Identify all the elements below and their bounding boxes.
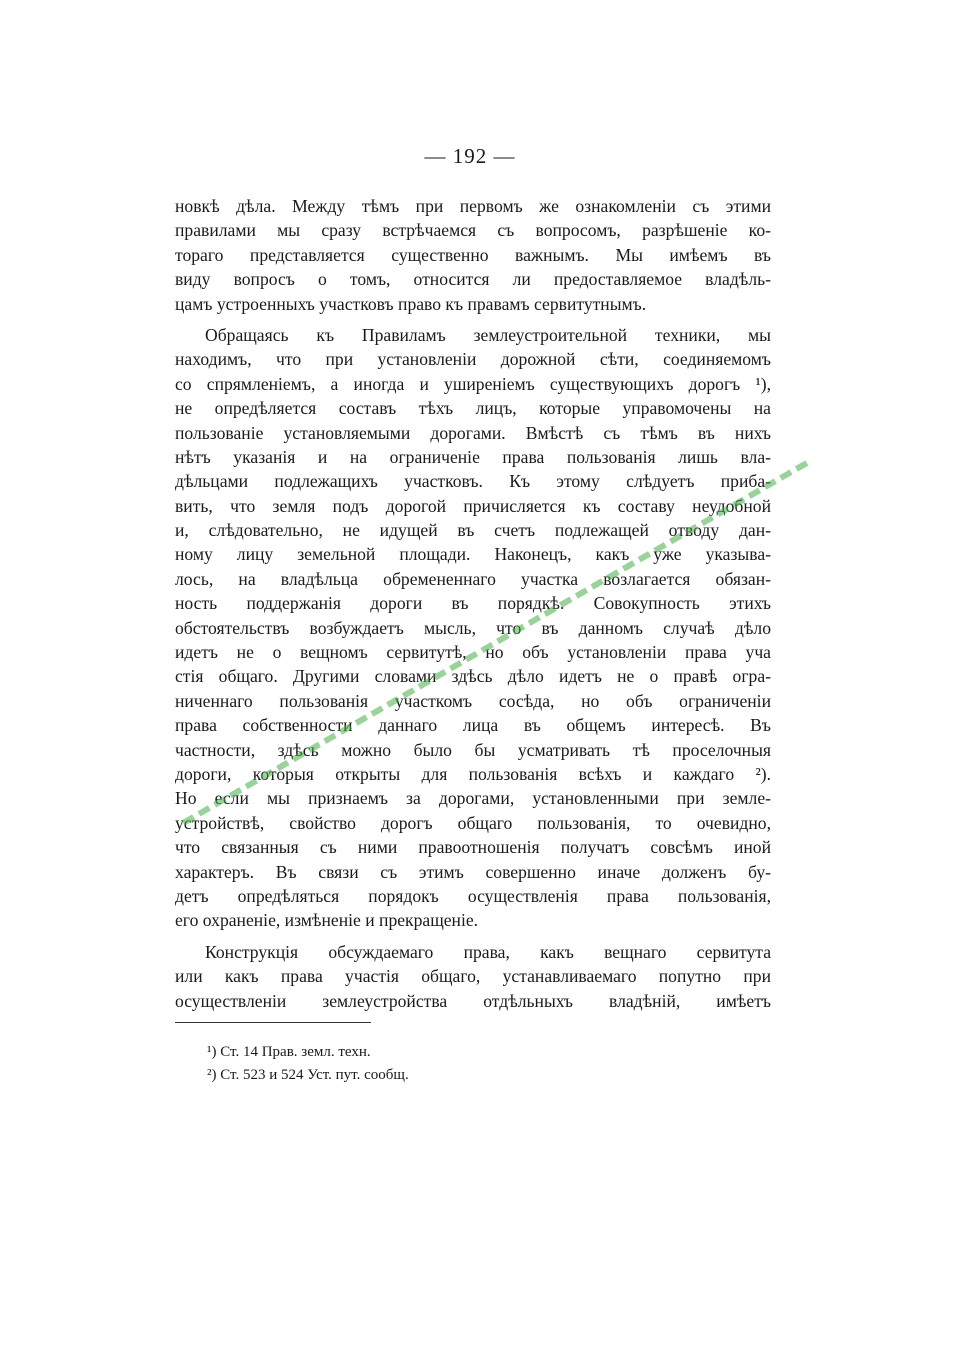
text-line: тораго представляется существенно важнымъ. Мы имѣемъ въ [175,244,771,265]
text-line: что связанныя съ ними правоотношенія получатъ совсѣмъ иной [175,837,771,858]
text-line: ному лицу земельной площади. Наконецъ, какъ уже указыва- [175,544,771,565]
text-line: виду вопросъ о томъ, относится ли предоставляемое владѣль- [175,269,771,290]
paragraph-1 [175,194,771,316]
text-line: нѣтъ указанія и на ограниченіе права пользованія лишь вла- [175,446,771,467]
text-line: устройствѣ, свойство дорогъ общаго пользованія, то очевидно, [175,812,771,833]
text-line: ность поддержанія дороги въ порядкѣ. Совокупность этихъ [175,593,771,614]
text-line: права собственности даннаго лица въ общемъ интересѣ. Въ [175,715,771,736]
paragraph-3 [175,940,771,1013]
text-line: правилами мы сразу встрѣчаемся съ вопросомъ, разрѣшеніе ко- [175,220,771,241]
text-line: пользованіе установляемыми дорогами. Вмѣстѣ съ тѣмъ въ нихъ [175,422,771,443]
footnote-1: ¹) Ст. 14 Прав. земл. техн. [207,1044,371,1060]
text-line: не опредѣляется составъ тѣхъ лицъ, которые управомочены на [175,398,771,419]
text-line: лось, на владѣльца обремененнаго участка возлагается обязан- [175,568,771,589]
footnote-divider [175,1022,371,1023]
text-line: детъ опредѣляться порядокъ осуществленія права пользованія, [175,885,771,906]
text-line: частности, здѣсь можно было бы усматривать тѣ проселочныя [175,739,771,760]
paragraph-gap [175,316,771,323]
text-line: характеръ. Въ связи съ этимъ совершенно иначе долженъ бу- [175,861,771,882]
page-number: — 192 — [424,144,516,168]
text-line: стія общаго. Другими словами здѣсь дѣло идетъ не о правѣ огра- [175,666,771,687]
text-line: обстоятельствъ возбуждаетъ мысль, что въ данномъ случаѣ дѣло [175,617,771,638]
text-line: дѣльцами подлежащихъ участковъ. Къ этому слѣдуетъ прибa- [175,471,771,492]
text-line: со спрямленіемъ, а иногда и уширеніемъ существующихъ дорогъ ¹), [175,373,771,394]
text-line: Конструкція обсуждаемаго права, какъ вещнаго сервитута [205,941,771,962]
text-line: Но если мы признаемъ за дорогами, установленными при земле- [175,788,771,809]
text-line: осуществленіи землеустройства отдѣльныхъ владѣній, имѣетъ [175,990,771,1011]
text-line: его охраненіе, измѣненіе и прекращеніе. [175,910,479,931]
text-line: новкѣ дѣла. Между тѣмъ при первомъ же ознакомленіи съ этими [175,196,771,216]
footnote-2: ²) Ст. 523 и 524 Уст. пут. сообщ. [207,1067,409,1083]
text-line: вить, что земля подъ дорогой причисляется къ составу неудобной [175,495,771,516]
text-line: Обращаясь къ Правиламъ землеустроительной техники, мы [205,324,771,345]
text-line: ниченнаго пользованія участкомъ сосѣда, но объ ограниченіи [175,690,771,711]
body-text [175,194,771,1013]
text-line: и, слѣдовательно, не идущей въ счетъ подлежащей отводу дан- [175,520,771,541]
text-line: дороги, которыя открыты для пользованія всѣхъ и каждаго ²). [175,763,771,784]
footnotes [207,1041,767,1087]
text-line: цамъ устроенныхъ участковъ право къ правамъ сервитутнымъ. [175,293,647,314]
paragraph-gap [175,933,771,940]
paragraph-2 [175,323,771,933]
text-line: или какъ права участія общаго, устанавливаемаго попутно при [175,966,771,987]
text-line: идетъ не о вещномъ сервитутѣ, но объ установленіи права уча [175,642,771,663]
text-line: находимъ, что при установленіи дорожной сѣти, соединяемомъ [175,349,771,370]
